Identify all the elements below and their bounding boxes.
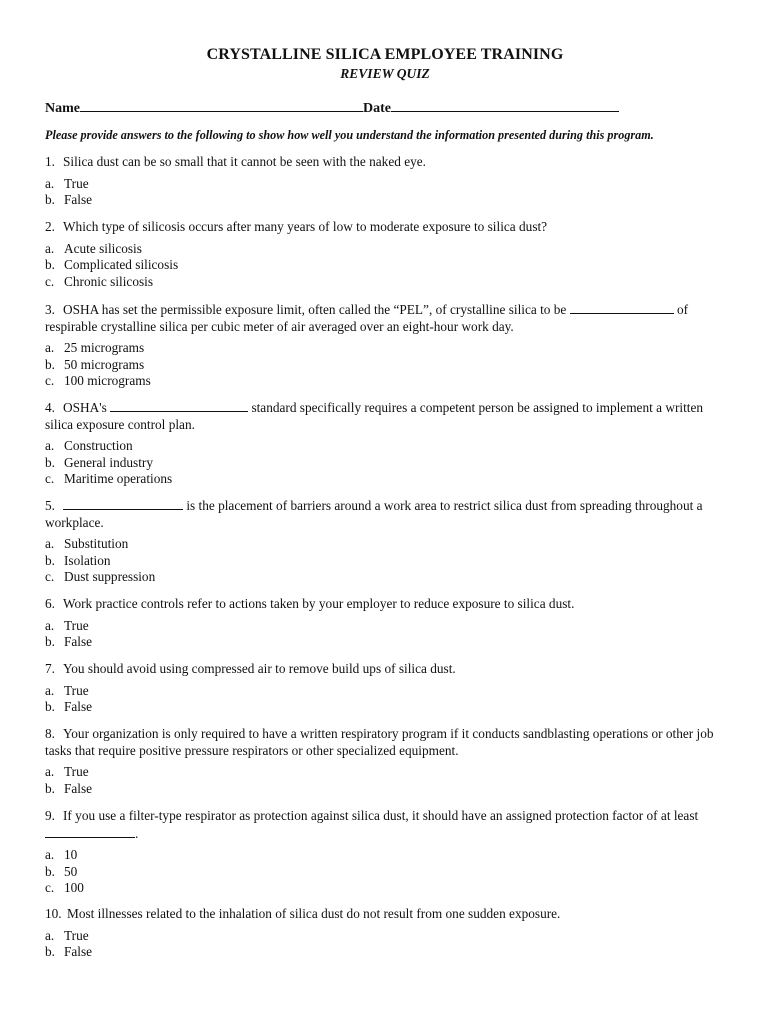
option-c[interactable]: c. Chronic silicosis <box>45 273 154 289</box>
option-a[interactable]: a. True <box>45 764 89 779</box>
option-a[interactable]: a. True <box>45 175 89 191</box>
question-4 <box>45 399 725 488</box>
option-b[interactable]: b. Isolation <box>45 552 111 568</box>
question-number: 9. <box>45 808 55 823</box>
option-c[interactable]: c. 100 micrograms <box>45 373 151 388</box>
question-text: Work practice controls refer to actions taken by your employer to reduce exposure to silica dust. <box>63 596 575 611</box>
question-8 <box>45 726 725 797</box>
question-5 <box>45 497 725 586</box>
option-a[interactable]: a. True <box>45 682 89 698</box>
date-label: Date <box>363 101 391 116</box>
question-text-before: OSHA's <box>63 400 107 415</box>
name-date-row <box>45 99 619 117</box>
question-text-after: of respirable crystalline silica per cubic meter of air averaged over an eight-hour work day. <box>45 302 689 334</box>
answer-blank[interactable] <box>45 825 135 838</box>
question-text-before: If you use a filter-type respirator as protection against silica dust, it should have an assigned protection factor of at least <box>63 808 699 823</box>
question-number: 7. <box>45 661 55 676</box>
option-c[interactable]: c. Maritime operations <box>45 471 173 486</box>
option-a[interactable]: a. True <box>45 927 89 943</box>
answer-blank[interactable] <box>570 301 674 314</box>
option-b[interactable]: b. 50 micrograms <box>45 356 145 372</box>
question-text: Which type of silicosis occurs after many years of low to moderate exposure to silica dust? <box>63 219 548 234</box>
question-10 <box>45 906 725 961</box>
option-a[interactable]: a. Acute silicosis <box>45 240 142 256</box>
question-text-before: OSHA has set the permissible exposure limit, often called the “PEL”, of crystalline silica to be <box>63 302 567 317</box>
page-subtitle: REVIEW QUIZ <box>340 66 430 81</box>
name-field[interactable] <box>80 99 363 112</box>
option-b[interactable]: b. False <box>45 944 93 959</box>
question-number: 5. <box>45 498 55 513</box>
option-c[interactable]: c. 100 <box>45 880 84 895</box>
option-b[interactable]: b. False <box>45 699 93 714</box>
option-b[interactable]: b. False <box>45 780 93 796</box>
question-text: You should avoid using compressed air to remove build ups of silica dust. <box>63 661 456 676</box>
question-number: 1. <box>45 154 55 169</box>
option-c[interactable]: c. Dust suppression <box>45 569 156 584</box>
question-text: Your organization is only required to have a written respiratory program if it conducts sandblasting operations or other job tasks that require positive pressure respirators or other specialized equipment. <box>45 726 714 758</box>
option-b[interactable]: b. General industry <box>45 454 153 470</box>
answer-blank[interactable] <box>63 497 183 510</box>
question-6 <box>45 596 725 651</box>
option-a[interactable]: a. 10 <box>45 847 78 862</box>
option-b[interactable]: b. 50 <box>45 863 78 879</box>
question-number: 3. <box>45 302 55 317</box>
question-text-after: standard specifically requires a competent person be assigned to implement a written silica exposure control plan. <box>45 400 704 432</box>
question-text: Most illnesses related to the inhalation of silica dust do not result from one sudden exposure. <box>67 906 561 921</box>
name-label: Name <box>45 101 80 116</box>
question-text: Silica dust can be so small that it cannot be seen with the naked eye. <box>63 154 426 169</box>
option-a[interactable]: a. Construction <box>45 438 133 453</box>
option-b[interactable]: b. False <box>45 634 93 649</box>
question-1 <box>45 154 725 209</box>
question-3 <box>45 301 725 390</box>
page-title: CRYSTALLINE SILICA EMPLOYEE TRAINING <box>206 46 564 63</box>
question-text-after: is the placement of barriers around a work area to restrict silica dust from spreading throughout a workplace. <box>45 498 703 530</box>
question-9 <box>45 808 725 897</box>
option-a[interactable]: a. Substitution <box>45 536 129 551</box>
question-2 <box>45 219 725 290</box>
option-a[interactable]: a. True <box>45 617 89 633</box>
date-field[interactable] <box>391 99 619 112</box>
question-number: 6. <box>45 596 55 611</box>
question-text-after: . <box>135 825 139 841</box>
instructions: Please provide answers to the following to show how well you understand the information presented during this program. <box>45 128 654 142</box>
question-number: 8. <box>45 726 55 741</box>
option-b[interactable]: b. Complicated silicosis <box>45 257 179 272</box>
question-number: 4. <box>45 400 55 415</box>
question-7 <box>45 661 725 716</box>
option-a[interactable]: a. 25 micrograms <box>45 340 145 355</box>
question-number: 10. <box>45 906 62 921</box>
question-number: 2. <box>45 219 55 234</box>
answer-blank[interactable] <box>110 399 248 412</box>
option-b[interactable]: b. False <box>45 192 93 207</box>
